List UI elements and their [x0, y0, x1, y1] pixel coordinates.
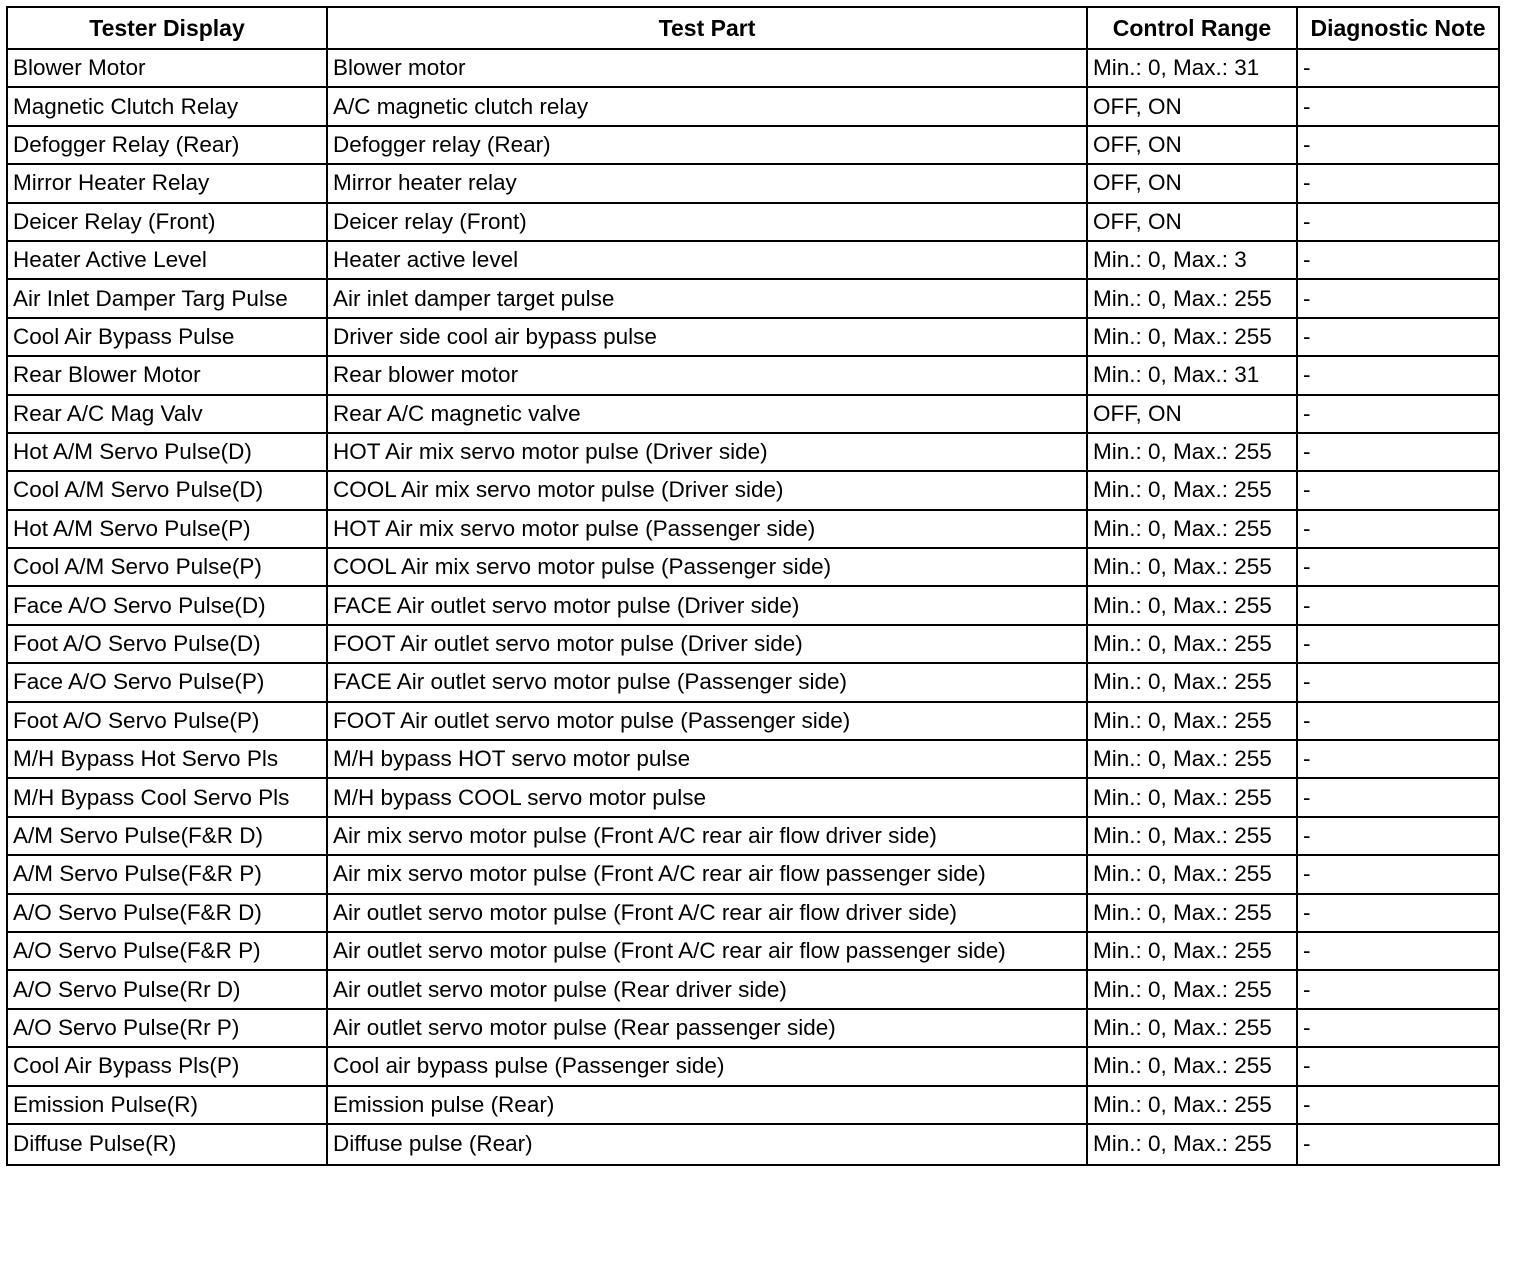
tester-display-cell: A/M Servo Pulse(F&R D)	[7, 817, 327, 855]
header-tester-display: Tester Display	[7, 7, 327, 49]
diagnostic-note-cell: -	[1297, 1047, 1499, 1085]
tester-display-cell: Foot A/O Servo Pulse(P)	[7, 702, 327, 740]
diagnostic-note-cell: -	[1297, 279, 1499, 317]
tester-display-cell: A/O Servo Pulse(Rr D)	[7, 970, 327, 1008]
table-row	[7, 356, 1499, 394]
test-part-cell: Air mix servo motor pulse (Front A/C rear air flow driver side)	[327, 817, 1087, 855]
table-row	[7, 663, 1499, 701]
control-range-cell: Min.: 0, Max.: 255	[1087, 510, 1297, 548]
active-test-table	[6, 6, 1500, 1166]
diagnostic-note-cell: -	[1297, 241, 1499, 279]
table-row	[7, 894, 1499, 932]
diagnostic-note-cell: -	[1297, 855, 1499, 893]
diagnostic-note-cell: -	[1297, 49, 1499, 87]
control-range-cell: Min.: 0, Max.: 255	[1087, 932, 1297, 970]
test-part-cell: HOT Air mix servo motor pulse (Passenger side)	[327, 510, 1087, 548]
header-control-range: Control Range	[1087, 7, 1297, 49]
tester-display-cell: Diffuse Pulse(R)	[7, 1124, 327, 1165]
control-range-cell: Min.: 0, Max.: 255	[1087, 318, 1297, 356]
diagnostic-note-cell: -	[1297, 1124, 1499, 1165]
tester-display-cell: A/O Servo Pulse(F&R P)	[7, 932, 327, 970]
table-row	[7, 279, 1499, 317]
diagnostic-note-cell: -	[1297, 894, 1499, 932]
table-row	[7, 126, 1499, 164]
diagnostic-note-cell: -	[1297, 356, 1499, 394]
diagnostic-note-cell: -	[1297, 318, 1499, 356]
test-part-cell: Blower motor	[327, 49, 1087, 87]
table-row	[7, 203, 1499, 241]
test-part-cell: Driver side cool air bypass pulse	[327, 318, 1087, 356]
test-part-cell: Air inlet damper target pulse	[327, 279, 1087, 317]
test-part-cell: Mirror heater relay	[327, 164, 1087, 202]
diagnostic-note-cell: -	[1297, 778, 1499, 816]
tester-display-cell: Cool Air Bypass Pls(P)	[7, 1047, 327, 1085]
control-range-cell: Min.: 0, Max.: 255	[1087, 1009, 1297, 1047]
table-row	[7, 241, 1499, 279]
control-range-cell: Min.: 0, Max.: 255	[1087, 586, 1297, 624]
table-row	[7, 740, 1499, 778]
test-part-cell: FOOT Air outlet servo motor pulse (Passenger side)	[327, 702, 1087, 740]
test-part-cell: Defogger relay (Rear)	[327, 126, 1087, 164]
tester-display-cell: Cool Air Bypass Pulse	[7, 318, 327, 356]
diagnostic-note-cell: -	[1297, 1009, 1499, 1047]
table-row	[7, 1086, 1499, 1124]
diagnostic-note-cell: -	[1297, 433, 1499, 471]
table-row	[7, 471, 1499, 509]
table-row	[7, 625, 1499, 663]
table-row	[7, 778, 1499, 816]
test-part-cell: COOL Air mix servo motor pulse (Driver side)	[327, 471, 1087, 509]
table-row	[7, 1009, 1499, 1047]
control-range-cell: Min.: 0, Max.: 31	[1087, 356, 1297, 394]
tester-display-cell: A/M Servo Pulse(F&R P)	[7, 855, 327, 893]
diagnostic-note-cell: -	[1297, 932, 1499, 970]
test-part-cell: Emission pulse (Rear)	[327, 1086, 1087, 1124]
test-part-cell: Deicer relay (Front)	[327, 203, 1087, 241]
table-row	[7, 1047, 1499, 1085]
test-part-cell: M/H bypass COOL servo motor pulse	[327, 778, 1087, 816]
table-row	[7, 1124, 1499, 1165]
tester-display-cell: Heater Active Level	[7, 241, 327, 279]
test-part-cell: COOL Air mix servo motor pulse (Passenger side)	[327, 548, 1087, 586]
test-part-cell: Cool air bypass pulse (Passenger side)	[327, 1047, 1087, 1085]
tester-display-cell: A/O Servo Pulse(F&R D)	[7, 894, 327, 932]
table-row	[7, 932, 1499, 970]
tester-display-cell: Face A/O Servo Pulse(P)	[7, 663, 327, 701]
control-range-cell: Min.: 0, Max.: 255	[1087, 279, 1297, 317]
diagnostic-note-cell: -	[1297, 164, 1499, 202]
tester-display-cell: Deicer Relay (Front)	[7, 203, 327, 241]
table-row	[7, 855, 1499, 893]
table-row	[7, 510, 1499, 548]
control-range-cell: Min.: 0, Max.: 255	[1087, 740, 1297, 778]
diagnostic-note-cell: -	[1297, 817, 1499, 855]
test-part-cell: Rear A/C magnetic valve	[327, 395, 1087, 433]
control-range-cell: OFF, ON	[1087, 126, 1297, 164]
control-range-cell: Min.: 0, Max.: 255	[1087, 702, 1297, 740]
test-part-cell: Air outlet servo motor pulse (Front A/C rear air flow driver side)	[327, 894, 1087, 932]
tester-display-cell: M/H Bypass Hot Servo Pls	[7, 740, 327, 778]
diagnostic-note-cell: -	[1297, 586, 1499, 624]
diagnostic-note-cell: -	[1297, 548, 1499, 586]
diagnostic-note-cell: -	[1297, 471, 1499, 509]
table-row	[7, 87, 1499, 125]
tester-display-cell: Hot A/M Servo Pulse(P)	[7, 510, 327, 548]
table-row	[7, 433, 1499, 471]
diagnostic-note-cell: -	[1297, 510, 1499, 548]
tester-display-cell: Face A/O Servo Pulse(D)	[7, 586, 327, 624]
control-range-cell: OFF, ON	[1087, 395, 1297, 433]
diagnostic-note-cell: -	[1297, 625, 1499, 663]
tester-display-cell: Blower Motor	[7, 49, 327, 87]
tester-display-cell: A/O Servo Pulse(Rr P)	[7, 1009, 327, 1047]
table-row	[7, 395, 1499, 433]
header-row	[7, 7, 1499, 49]
test-part-cell: A/C magnetic clutch relay	[327, 87, 1087, 125]
test-part-cell: HOT Air mix servo motor pulse (Driver side)	[327, 433, 1087, 471]
control-range-cell: Min.: 0, Max.: 255	[1087, 778, 1297, 816]
diagnostic-note-cell: -	[1297, 1086, 1499, 1124]
table-row	[7, 49, 1499, 87]
table-row	[7, 817, 1499, 855]
control-range-cell: Min.: 0, Max.: 255	[1087, 625, 1297, 663]
tester-display-cell: Hot A/M Servo Pulse(D)	[7, 433, 327, 471]
control-range-cell: Min.: 0, Max.: 3	[1087, 241, 1297, 279]
control-range-cell: Min.: 0, Max.: 255	[1087, 855, 1297, 893]
diagnostic-note-cell: -	[1297, 395, 1499, 433]
table-row	[7, 164, 1499, 202]
tester-display-cell: Cool A/M Servo Pulse(P)	[7, 548, 327, 586]
header-diagnostic-note: Diagnostic Note	[1297, 7, 1499, 49]
control-range-cell: OFF, ON	[1087, 87, 1297, 125]
test-part-cell: Air outlet servo motor pulse (Front A/C rear air flow passenger side)	[327, 932, 1087, 970]
test-part-cell: FACE Air outlet servo motor pulse (Passenger side)	[327, 663, 1087, 701]
test-part-cell: FOOT Air outlet servo motor pulse (Driver side)	[327, 625, 1087, 663]
diagnostic-note-cell: -	[1297, 87, 1499, 125]
tester-display-cell: Emission Pulse(R)	[7, 1086, 327, 1124]
control-range-cell: Min.: 0, Max.: 255	[1087, 817, 1297, 855]
test-part-cell: Air mix servo motor pulse (Front A/C rear air flow passenger side)	[327, 855, 1087, 893]
control-range-cell: Min.: 0, Max.: 255	[1087, 1124, 1297, 1165]
control-range-cell: Min.: 0, Max.: 255	[1087, 894, 1297, 932]
diagnostic-note-cell: -	[1297, 203, 1499, 241]
table-row	[7, 970, 1499, 1008]
diagnostic-note-cell: -	[1297, 740, 1499, 778]
control-range-cell: Min.: 0, Max.: 255	[1087, 433, 1297, 471]
tester-display-cell: Air Inlet Damper Targ Pulse	[7, 279, 327, 317]
test-part-cell: M/H bypass HOT servo motor pulse	[327, 740, 1087, 778]
diagnostic-note-cell: -	[1297, 702, 1499, 740]
control-range-cell: Min.: 0, Max.: 255	[1087, 471, 1297, 509]
diagnostic-note-cell: -	[1297, 663, 1499, 701]
test-part-cell: Air outlet servo motor pulse (Rear passenger side)	[327, 1009, 1087, 1047]
header-test-part: Test Part	[327, 7, 1087, 49]
table-row	[7, 318, 1499, 356]
diagnostic-note-cell: -	[1297, 126, 1499, 164]
diagnostic-note-cell: -	[1297, 970, 1499, 1008]
tester-display-cell: Defogger Relay (Rear)	[7, 126, 327, 164]
test-part-cell: Diffuse pulse (Rear)	[327, 1124, 1087, 1165]
table-body	[7, 49, 1499, 1165]
table-row	[7, 586, 1499, 624]
table-row	[7, 702, 1499, 740]
control-range-cell: Min.: 0, Max.: 255	[1087, 1047, 1297, 1085]
test-part-cell: Heater active level	[327, 241, 1087, 279]
control-range-cell: Min.: 0, Max.: 255	[1087, 663, 1297, 701]
tester-display-cell: Cool A/M Servo Pulse(D)	[7, 471, 327, 509]
test-part-cell: FACE Air outlet servo motor pulse (Driver side)	[327, 586, 1087, 624]
control-range-cell: Min.: 0, Max.: 255	[1087, 1086, 1297, 1124]
control-range-cell: OFF, ON	[1087, 164, 1297, 202]
control-range-cell: Min.: 0, Max.: 255	[1087, 548, 1297, 586]
tester-display-cell: Mirror Heater Relay	[7, 164, 327, 202]
table-row	[7, 548, 1499, 586]
test-part-cell: Rear blower motor	[327, 356, 1087, 394]
test-part-cell: Air outlet servo motor pulse (Rear driver side)	[327, 970, 1087, 1008]
tester-display-cell: Foot A/O Servo Pulse(D)	[7, 625, 327, 663]
tester-display-cell: Rear Blower Motor	[7, 356, 327, 394]
control-range-cell: OFF, ON	[1087, 203, 1297, 241]
tester-display-cell: Rear A/C Mag Valv	[7, 395, 327, 433]
tester-display-cell: Magnetic Clutch Relay	[7, 87, 327, 125]
tester-display-cell: M/H Bypass Cool Servo Pls	[7, 778, 327, 816]
control-range-cell: Min.: 0, Max.: 31	[1087, 49, 1297, 87]
control-range-cell: Min.: 0, Max.: 255	[1087, 970, 1297, 1008]
